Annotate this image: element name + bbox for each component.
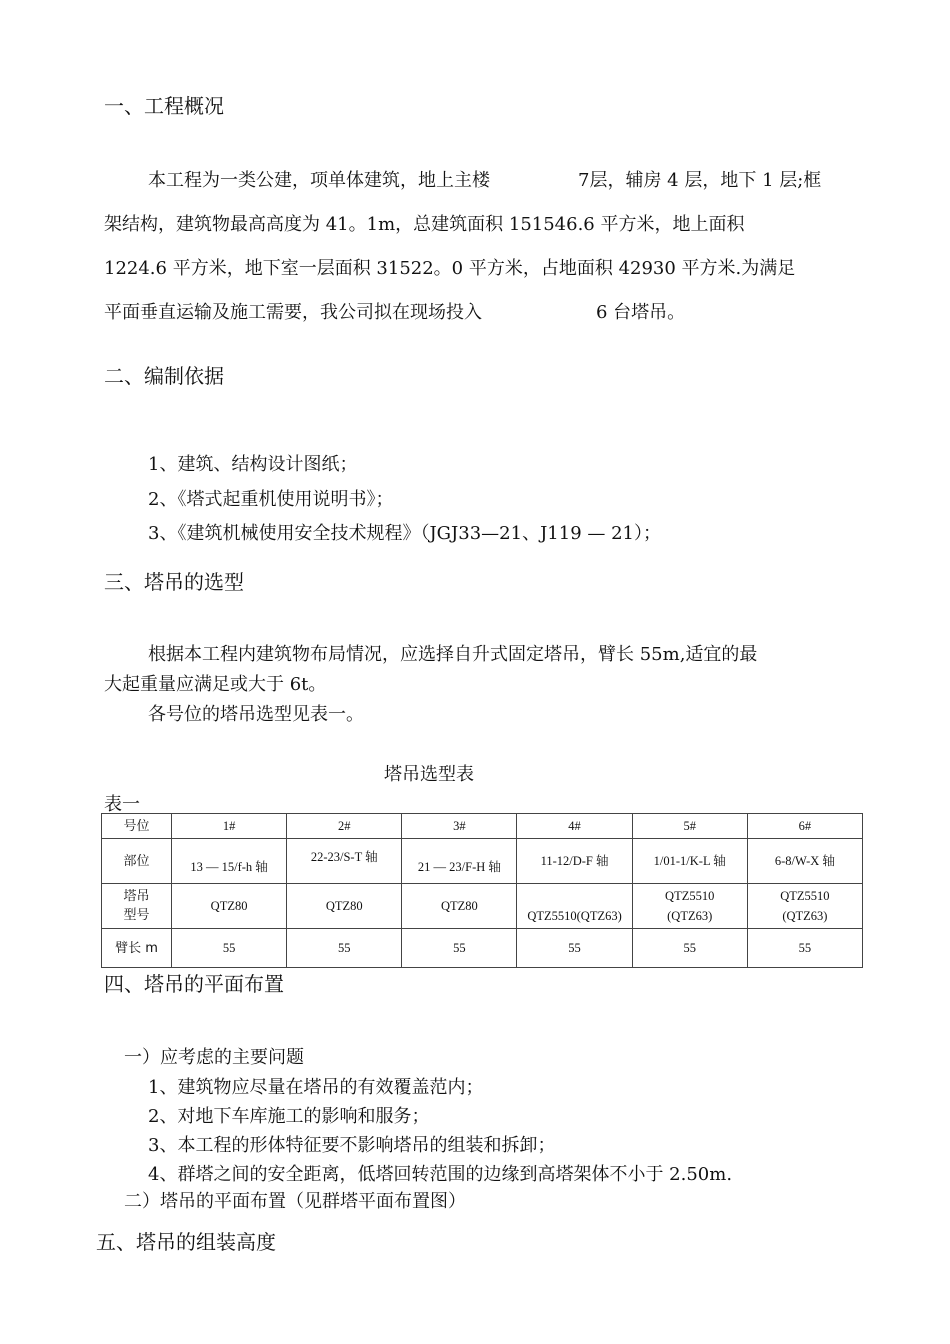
row-header-model-line-2: 型号 xyxy=(123,908,150,923)
model-cell xyxy=(632,884,747,929)
location-cell: 11-12/D-F 轴 xyxy=(517,839,632,884)
model-subtext: (QTZ63) xyxy=(667,909,713,923)
arm-cell: 55 xyxy=(747,929,862,968)
s2-list-item: 1、建筑、结构设计图纸； xyxy=(148,454,358,475)
s1-paragraph-line-1b: 7层，辅房 4 层，地下 1 层;框 xyxy=(578,170,822,191)
s3-paragraph-line-2: 大起重量应满足或大于 6t。 xyxy=(104,674,327,695)
location-text: 22-23/S-T 轴 xyxy=(310,850,378,864)
section-2-title: 二、编制依据 xyxy=(104,364,224,388)
table-row xyxy=(102,929,863,968)
model-text: QTZ5510 xyxy=(665,889,715,903)
model-subtext: (QTZ63) xyxy=(782,909,828,923)
s1-paragraph-line-4b: 6 台塔吊。 xyxy=(596,302,686,323)
row-header-arm-length: 臂长 m xyxy=(102,929,172,968)
table-label: 表一 xyxy=(104,794,140,815)
table-row xyxy=(102,814,863,839)
s4-list-item: 4、群塔之间的安全距离，低塔回转范围的边缘到高塔架体不小于 2.50m. xyxy=(148,1164,733,1185)
s1-paragraph-line-1: 本工程为一类公建，项单体建筑，地上主楼 xyxy=(148,170,490,191)
table-row xyxy=(102,839,863,884)
row-header-model xyxy=(102,884,172,929)
model-cell: QTZ80 xyxy=(287,884,402,929)
s4-list-item: 3、本工程的形体特征要不影响塔吊的组装和拆卸； xyxy=(148,1135,556,1156)
location-cell: 6-8/W-X 轴 xyxy=(747,839,862,884)
location-cell: 1/01-1/K-L 轴 xyxy=(632,839,747,884)
arm-cell: 55 xyxy=(517,929,632,968)
section-3-title: 三、塔吊的选型 xyxy=(104,570,244,594)
s3-paragraph-line-3: 各号位的塔吊选型见表一。 xyxy=(148,704,364,725)
section-1-title: 一、工程概况 xyxy=(104,94,224,118)
s3-paragraph-line-1: 根据本工程内建筑物布局情况，应选择自升式固定塔吊，臂长 55m,适宜的最 xyxy=(148,644,758,665)
section-5-title: 五、塔吊的组装高度 xyxy=(96,1230,276,1254)
arm-cell: 55 xyxy=(287,929,402,968)
s1-paragraph-line-3: 1224.6 平方米，地下室一层面积 31522。0 平方米，占地面积 42930 平方米.为满足 xyxy=(104,258,796,279)
s4-list-item: 2、对地下车库施工的影响和服务； xyxy=(148,1106,430,1127)
model-cell: QTZ80 xyxy=(172,884,287,929)
row-header-position: 号位 xyxy=(102,814,172,839)
crane-selection-table xyxy=(101,813,863,968)
table-title: 塔吊选型表 xyxy=(384,764,474,785)
model-cell: QTZ80 xyxy=(402,884,517,929)
model-cell xyxy=(747,884,862,929)
s1-paragraph-line-2: 架结构，建筑物最高高度为 41。1m，总建筑面积 151546.6 平方米，地上面积 xyxy=(104,214,745,235)
position-cell: 4# xyxy=(517,814,632,839)
s2-list-item: 3、《建筑机械使用安全技术规程》（JGJ33—21、J119 — 21）； xyxy=(148,523,661,544)
arm-cell: 55 xyxy=(402,929,517,968)
model-text: QTZ5510 xyxy=(780,889,830,903)
model-cell xyxy=(517,884,632,929)
s1-paragraph-line-4: 平面垂直运输及施工需要，我公司拟在现场投入 xyxy=(104,302,482,323)
location-text: 13 — 15/f-h 轴 xyxy=(190,860,268,874)
position-cell: 5# xyxy=(632,814,747,839)
position-cell: 3# xyxy=(402,814,517,839)
position-cell: 1# xyxy=(172,814,287,839)
arm-cell: 55 xyxy=(172,929,287,968)
row-header-location: 部位 xyxy=(102,839,172,884)
location-cell xyxy=(172,839,287,884)
row-header-model-line-1: 塔吊 xyxy=(123,889,150,904)
position-cell: 6# xyxy=(747,814,862,839)
location-cell xyxy=(287,839,402,884)
section-4-title: 四、塔吊的平面布置 xyxy=(104,972,284,996)
arm-cell: 55 xyxy=(632,929,747,968)
s4-subheading-2: 二）塔吊的平面布置（见群塔平面布置图） xyxy=(124,1191,466,1212)
position-cell: 2# xyxy=(287,814,402,839)
location-text: 21 — 23/F-H 轴 xyxy=(417,860,501,874)
model-text: QTZ5510(QTZ63) xyxy=(527,909,622,923)
s4-subheading-1: 一）应考虑的主要问题 xyxy=(124,1047,304,1068)
table-row xyxy=(102,884,863,929)
s2-list-item: 2、《塔式起重机使用说明书》； xyxy=(148,489,394,510)
s4-list-item: 1、建筑物应尽量在塔吊的有效覆盖范内； xyxy=(148,1077,484,1098)
location-cell xyxy=(402,839,517,884)
